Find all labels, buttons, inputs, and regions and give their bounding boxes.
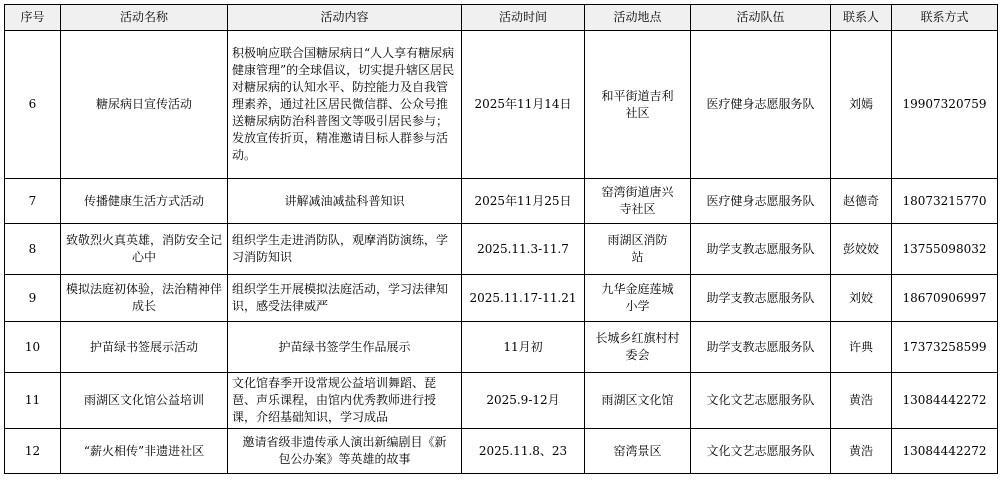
cell-content: 积极响应联合国糖尿病日“人人享有糖尿病健康管理”的全球倡议，切实提升辖区居民对糖尿病的认知水平、防控能力及自我管理素养，通过社区居民微信群、公众号推送糖尿病防治科普图文等吸引居民参与；发放宣传折页，精准邀请目标人群参与活动。: [228, 31, 462, 179]
cell-content: 邀请省级非遗传承人演出新编剧目《新包公办案》等英雄的故事: [228, 429, 462, 474]
cell-no: 8: [5, 224, 61, 275]
cell-contact: 黄浩: [831, 373, 892, 429]
cell-contact: 许典: [831, 322, 892, 373]
cell-phone: 19907320759: [892, 31, 998, 179]
cell-time: 2025.11.8、23: [462, 429, 585, 474]
cell-time: 2025年11月25日: [462, 179, 585, 224]
cell-contact: 刘姣: [831, 275, 892, 322]
cell-team: 文化文艺志愿服务队: [691, 373, 831, 429]
cell-time: 11月初: [462, 322, 585, 373]
cell-content: 文化馆春季开设常规公益培训舞蹈、琵琶、声乐课程，由馆内优秀教师进行授课，介绍基础知识，学习成品: [228, 373, 462, 429]
cell-no: 11: [5, 373, 61, 429]
cell-team: 助学支教志愿服务队: [691, 224, 831, 275]
cell-time: 2025.11.3-11.7: [462, 224, 585, 275]
cell-no: 6: [5, 31, 61, 179]
cell-phone: 17373258599: [892, 322, 998, 373]
cell-name: 护苗绿书签展示活动: [61, 322, 228, 373]
cell-no: 10: [5, 322, 61, 373]
cell-contact: 彭姣姣: [831, 224, 892, 275]
cell-location: 窑湾景区: [585, 429, 691, 474]
cell-team: 助学支教志愿服务队: [691, 322, 831, 373]
table-row: [5, 179, 998, 224]
cell-time: 2025年11月14日: [462, 31, 585, 179]
cell-team: 助学支教志愿服务队: [691, 275, 831, 322]
cell-name: 糖尿病日宣传活动: [61, 31, 228, 179]
table-row: [5, 31, 998, 179]
header-time: 活动时间: [462, 5, 585, 31]
cell-time: 2025.9-12月: [462, 373, 585, 429]
header-phone: 联系方式: [892, 5, 998, 31]
cell-no: 9: [5, 275, 61, 322]
header-content: 活动内容: [228, 5, 462, 31]
header-name: 活动名称: [61, 5, 228, 31]
cell-location: 雨湖区消防站: [585, 224, 691, 275]
cell-name: “薪火相传”非遗进社区: [61, 429, 228, 474]
cell-phone: 13755098032: [892, 224, 998, 275]
header-row: [5, 5, 998, 31]
cell-phone: 13084442272: [892, 429, 998, 474]
cell-contact: 黄浩: [831, 429, 892, 474]
cell-name: 传播健康生活方式活动: [61, 179, 228, 224]
cell-team: 文化文艺志愿服务队: [691, 429, 831, 474]
cell-name: 模拟法庭初体验，法治精神伴成长: [61, 275, 228, 322]
cell-location: 雨湖区文化馆: [585, 373, 691, 429]
cell-contact: 赵德奇: [831, 179, 892, 224]
cell-content: 讲解减油减盐科普知识: [228, 179, 462, 224]
cell-name: 致敬烈火真英雄，消防安全记心中: [61, 224, 228, 275]
cell-phone: 13084442272: [892, 373, 998, 429]
activity-table: [4, 4, 998, 474]
cell-location: 和平街道吉利社区: [585, 31, 691, 179]
cell-content: 组织学生走进消防队，观摩消防演练，学习消防知识: [228, 224, 462, 275]
header-team: 活动队伍: [691, 5, 831, 31]
cell-phone: 18670906997: [892, 275, 998, 322]
header-no: 序号: [5, 5, 61, 31]
table-row: [5, 373, 998, 429]
cell-content: 护苗绿书签学生作品展示: [228, 322, 462, 373]
cell-location: 窑湾街道唐兴寺社区: [585, 179, 691, 224]
cell-no: 7: [5, 179, 61, 224]
cell-name: 雨湖区文化馆公益培训: [61, 373, 228, 429]
header-location: 活动地点: [585, 5, 691, 31]
cell-content: 组织学生开展模拟法庭活动，学习法律知识，感受法律威严: [228, 275, 462, 322]
table-row: [5, 429, 998, 474]
table-row: [5, 275, 998, 322]
cell-phone: 18073215770: [892, 179, 998, 224]
table-row: [5, 322, 998, 373]
cell-time: 2025.11.17-11.21: [462, 275, 585, 322]
cell-team: 医疗健身志愿服务队: [691, 179, 831, 224]
cell-contact: 刘嫣: [831, 31, 892, 179]
table-row: [5, 224, 998, 275]
cell-location: 九华金庭莲城小学: [585, 275, 691, 322]
cell-no: 12: [5, 429, 61, 474]
cell-location: 长城乡红旗村村委会: [585, 322, 691, 373]
cell-team: 医疗健身志愿服务队: [691, 31, 831, 179]
header-contact: 联系人: [831, 5, 892, 31]
